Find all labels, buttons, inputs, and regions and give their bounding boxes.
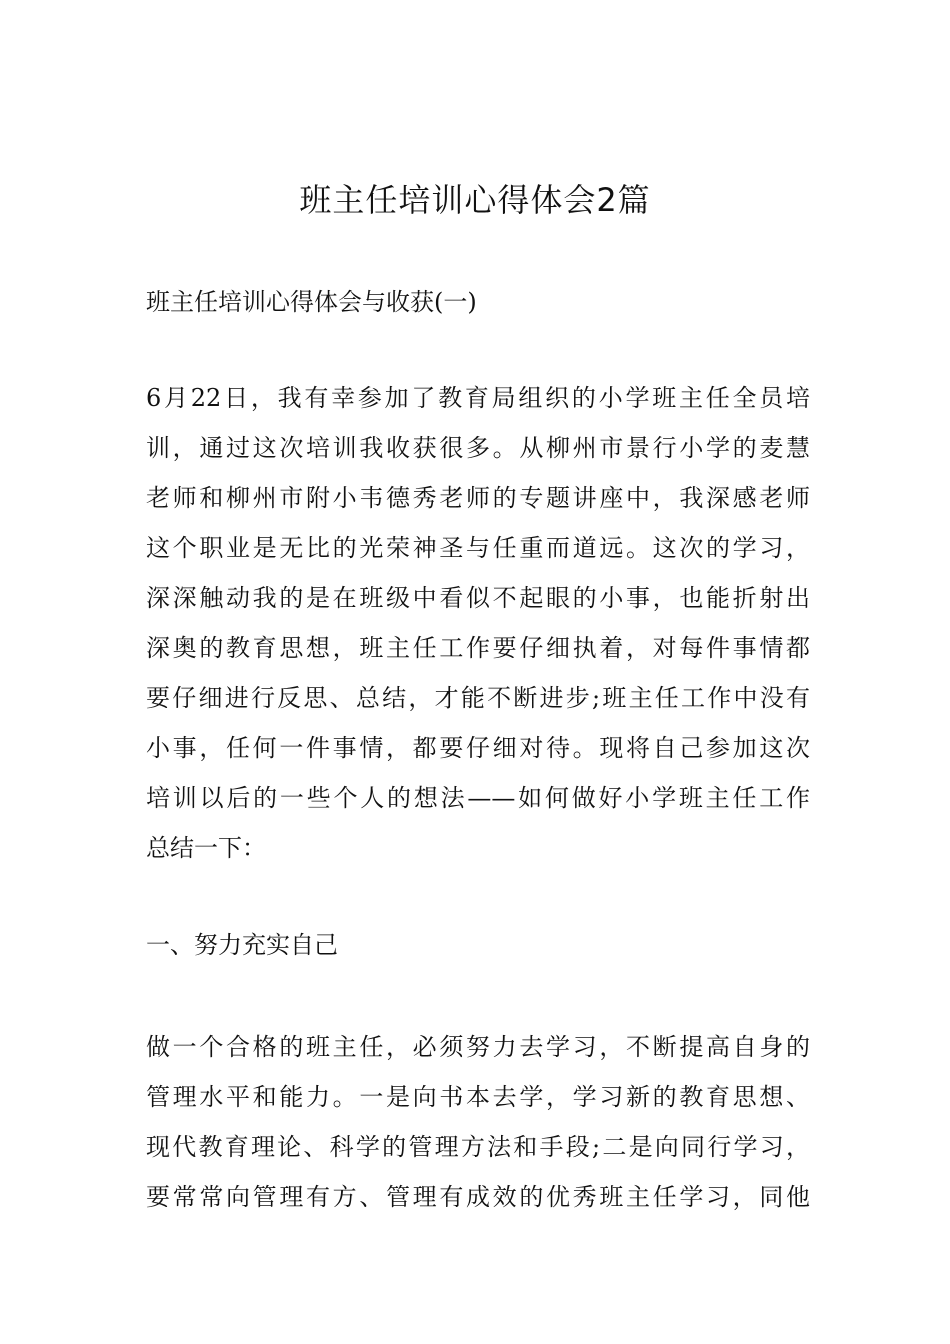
paragraph-2 [146,1022,810,1222]
document-title: 班主任培训心得体会2篇 [299,181,651,219]
paragraph-1-line: 老师和柳州市附小韦德秀老师的专题讲座中，我深感老师 [146,484,810,512]
paragraph-1-line: 这个职业是无比的光荣神圣与任重而道远。这次的学习， [146,534,810,562]
paragraph-1-line: 6月22日，我有幸参加了教育局组织的小学班主任全员培 [146,384,810,412]
paragraph-1-line: 总结一下： [146,834,266,862]
paragraph-1-line: 深奥的教育思想，班主任工作要仔细执着，对每件事情都 [146,634,810,662]
section-1-heading: 一、努力充实自己 [146,931,338,959]
document-subtitle: 班主任培训心得体会与收获(一) [146,288,477,316]
paragraph-2-line: 做一个合格的班主任，必须努力去学习，不断提高自身的 [146,1033,810,1061]
paragraph-2-line: 管理水平和能力。一是向书本去学，学习新的教育思想、 [146,1083,810,1111]
paragraph-2-line: 现代教育理论、科学的管理方法和手段;二是向同行学习， [146,1133,810,1161]
paragraph-1-line: 小事，任何一件事情，都要仔细对待。现将自己参加这次 [146,734,810,762]
paragraph-1-line: 培训以后的一些个人的想法——如何做好小学班主任工作 [146,784,810,812]
paragraph-2-line: 要常常向管理有方、管理有成效的优秀班主任学习，同他 [146,1183,810,1211]
paragraph-1-line: 训，通过这次培训我收获很多。从柳州市景行小学的麦慧 [146,434,810,462]
paragraph-1-line: 深深触动我的是在班级中看似不起眼的小事，也能折射出 [146,584,810,612]
paragraph-1-line: 要仔细进行反思、总结，才能不断进步;班主任工作中没有 [146,684,810,712]
paragraph-1 [146,373,810,873]
